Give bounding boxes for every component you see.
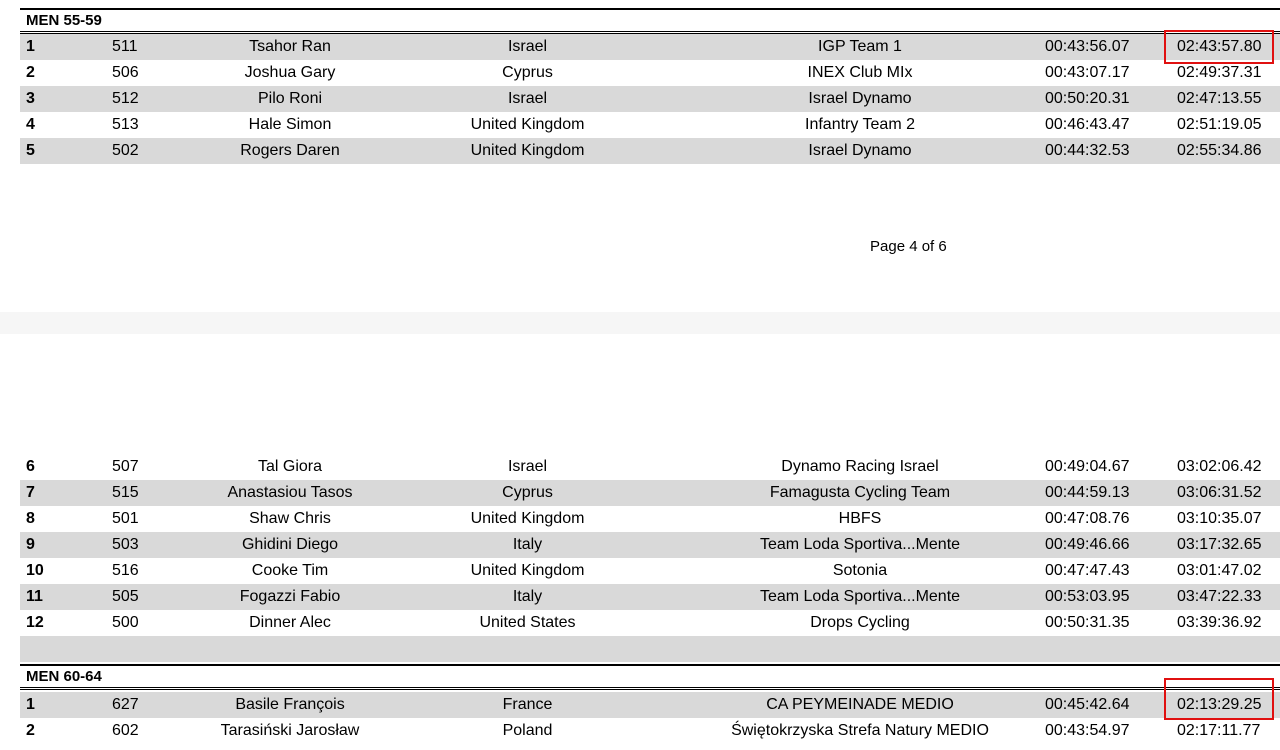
country-cell: United Kingdom [470,116,585,133]
team-cell: CA PEYMEINADE MEDIO [766,696,954,713]
country-cell: United Kingdom [470,562,585,579]
team-cell: Team Loda Sportiva...Mente [759,588,961,605]
total-time-cell: 03:39:36.92 [1177,614,1262,631]
bib-cell: 506 [112,64,139,81]
name-cell: Dinner Alec [249,614,331,631]
bib-cell: 602 [112,722,139,739]
table-row [20,506,1280,532]
rank-cell: 9 [26,536,35,553]
country-cell: Israel [507,90,548,107]
bib-cell: 516 [112,562,139,579]
name-cell: Shaw Chris [249,510,331,527]
bib-cell: 515 [112,484,139,501]
team-cell: Israel Dynamo [808,90,912,107]
table-row [20,480,1280,506]
rank-cell: 11 [26,588,43,605]
name-cell: Rogers Daren [240,142,340,159]
name-cell: Joshua Gary [244,64,336,81]
team-cell: Sotonia [832,562,888,579]
bib-cell: 502 [112,142,139,159]
country-cell: United Kingdom [470,510,585,527]
team-cell: Team Loda Sportiva...Mente [759,536,961,553]
time-cell: 00:47:47.43 [1045,562,1130,579]
table-row [20,558,1280,584]
country-cell: United States [479,614,576,631]
rank-cell: 1 [26,38,35,55]
page-gap [0,312,1280,334]
total-time-cell: 02:13:29.25 [1177,696,1262,713]
bib-cell: 501 [112,510,139,527]
team-cell: INEX Club MIx [807,64,913,81]
country-cell: Poland [502,722,553,739]
total-time-cell: 02:55:34.86 [1177,142,1262,159]
total-time-cell: 02:47:13.55 [1177,90,1262,107]
country-cell: United Kingdom [470,142,585,159]
total-time-cell: 03:06:31.52 [1177,484,1262,501]
name-cell: Anastasiou Tasos [227,484,353,501]
time-cell: 00:47:08.76 [1045,510,1130,527]
total-time-cell: 03:10:35.07 [1177,510,1262,527]
table-spacer-row [20,636,1280,662]
bib-cell: 627 [112,696,139,713]
time-cell: 00:53:03.95 [1045,588,1130,605]
rank-cell: 6 [26,458,35,475]
highlight-box [1164,678,1274,720]
rank-cell: 5 [26,142,35,159]
page-number: Page 4 of 6 [870,238,947,255]
country-cell: France [502,696,553,713]
bib-cell: 512 [112,90,139,107]
country-cell: Cyprus [502,64,553,81]
bib-cell: 505 [112,588,139,605]
section-title: MEN 60-64 [20,664,1280,690]
total-time-cell: 03:17:32.65 [1177,536,1262,553]
team-cell: IGP Team 1 [818,38,902,55]
country-cell: Italy [512,536,543,553]
table-row [20,60,1280,86]
section-title: MEN 55-59 [20,8,1280,34]
country-cell: Israel [507,458,548,475]
table-row [20,692,1280,718]
team-cell: Infantry Team 2 [805,116,915,133]
country-cell: Israel [507,38,548,55]
total-time-cell: 03:47:22.33 [1177,588,1262,605]
time-cell: 00:50:20.31 [1045,90,1130,107]
name-cell: Pilo Roni [257,90,323,107]
bib-cell: 507 [112,458,139,475]
table-row [20,610,1280,636]
total-time-cell: 02:51:19.05 [1177,116,1262,133]
name-cell: Tal Giora [257,458,323,475]
rank-cell: 4 [26,116,35,133]
time-cell: 00:50:31.35 [1045,614,1130,631]
time-cell: 00:46:43.47 [1045,116,1130,133]
team-cell: Świętokrzyska Strefa Natury MEDIO [731,722,989,739]
name-cell: Tarasiński Jarosław [220,722,360,739]
name-cell: Tsahor Ran [249,38,331,55]
time-cell: 00:49:46.66 [1045,536,1130,553]
table-row [20,532,1280,558]
table-row [20,86,1280,112]
table-row [20,138,1280,164]
rank-cell: 10 [26,562,44,579]
table-row [20,454,1280,480]
rank-cell: 12 [26,614,44,631]
time-cell: 00:43:54.97 [1045,722,1130,739]
total-time-cell: 03:01:47.02 [1177,562,1262,579]
rank-cell: 8 [26,510,35,527]
time-cell: 00:43:07.17 [1045,64,1130,81]
time-cell: 00:43:56.07 [1045,38,1130,55]
total-time-cell: 02:17:11.77 [1177,722,1261,739]
name-cell: Basile François [235,696,345,713]
rank-cell: 7 [26,484,35,501]
total-time-cell: 02:49:37.31 [1177,64,1262,81]
time-cell: 00:49:04.67 [1045,458,1130,475]
time-cell: 00:44:59.13 [1045,484,1130,501]
table-row [20,584,1280,610]
total-time-cell: 02:43:57.80 [1177,38,1262,55]
bib-cell: 500 [112,614,139,631]
country-cell: Cyprus [502,484,553,501]
table-row [20,34,1280,60]
name-cell: Fogazzi Fabio [239,588,341,605]
name-cell: Hale Simon [248,116,332,133]
team-cell: Israel Dynamo [808,142,912,159]
rank-cell: 1 [26,696,35,713]
rank-cell: 2 [26,64,35,81]
rank-cell: 2 [26,722,35,739]
bib-cell: 503 [112,536,139,553]
team-cell: Drops Cycling [810,614,910,631]
time-cell: 00:44:32.53 [1045,142,1130,159]
bib-cell: 513 [112,116,139,133]
table-row [20,718,1280,744]
total-time-cell: 03:02:06.42 [1177,458,1262,475]
time-cell: 00:45:42.64 [1045,696,1130,713]
table-row [20,112,1280,138]
rank-cell: 3 [26,90,35,107]
team-cell: Famagusta Cycling Team [769,484,951,501]
team-cell: Dynamo Racing Israel [781,458,939,475]
highlight-box [1164,30,1274,64]
name-cell: Cooke Tim [251,562,329,579]
name-cell: Ghidini Diego [241,536,339,553]
bib-cell: 511 [112,38,138,55]
country-cell: Italy [512,588,543,605]
team-cell: HBFS [838,510,882,527]
